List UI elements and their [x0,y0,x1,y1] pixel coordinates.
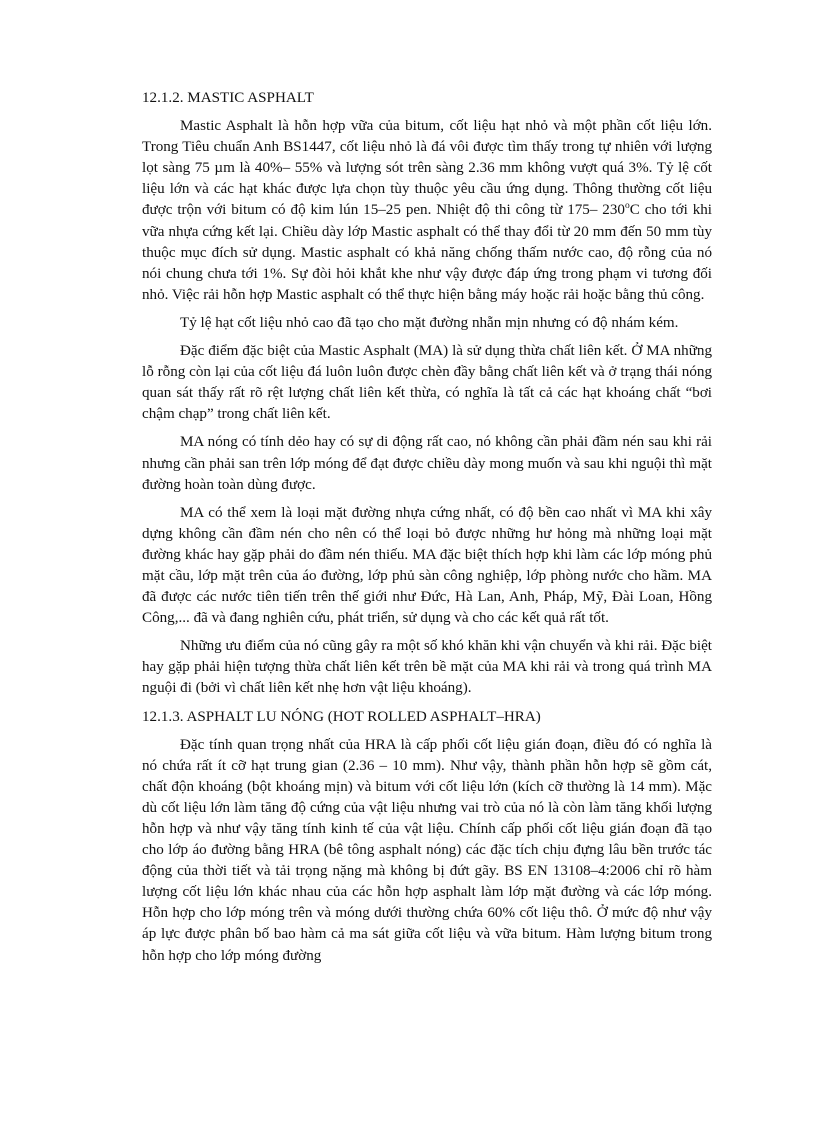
paragraph-text: Mastic Asphalt là hỗn hợp vữa của bitum, cốt liệu hạt nhỏ và một phần cốt liệu lớn. Trong Tiêu chuẩn Anh BS1447, cốt liệu nhỏ là đá vôi được tìm thấy trong tự nhiên với lượng lọt sàng 75 µm là 40%– 55% và lượng sót trên sàng 2.36 mm không vượt quá 3%. Tỷ lệ cốt liệu lớn và các hạt khác được lựa chọn tùy thuộc yêu cầu ứng dụng. Thông thường cốt liệu được trộn với bitum có độ kim lún 15–25 pen. Nhiệt độ thi công từ 175– 230 [142,118,712,219]
paragraph-binder-excess: Đặc điểm đặc biệt của Mastic Asphalt (MA) là sử dụng thừa chất liên kết. Ở MA những lỗ rỗng còn lại của cốt liệu đá luôn luôn được chèn đầy bằng chất liên kết và ở trạng thái nóng quan sát thấy rất rõ rệt lượng chất liên kết thừa, có nghĩa là tất cả các hạt khoáng chất “bơi chậm chạp” trong chất liên kết. [142,343,712,423]
paragraph-ma-drawbacks: Những ưu điểm của nó cũng gây ra một số khó khăn khi vận chuyển và khi rải. Đặc biệt hay gặp phải hiện tượng thừa chất liên kết trên bề mặt của MA khi rải và trong quá trình MA nguội đi (bởi vì chất liên kết nhẹ hơn vật liệu khoáng). [142,638,712,697]
paragraph-ma-durability: MA có thể xem là loại mặt đường nhựa cứng nhất, có độ bền cao nhất vì MA khi xây dựng không cần đầm nén cho nên có thể loại bỏ được những hư hỏng mà những loại mặt đường khác hay gặp phải do đầm nén thiếu. MA đặc biệt thích hợp khi làm các lớp móng phủ mặt cầu, lớp mặt trên của áo đường, lớp phủ sàn công nghiệp, lớp phòng nước cho hầm. MA đã được các nước tiên tiến trên thế giới như Đức, Hà Lan, Anh, Pháp, Mỹ, Đài Loan, Hồng Công,... đã và đang nghiên cứu, phát triển, sử dụng và cho các kết quả rất tốt. [142,504,712,627]
section-heading-mastic-asphalt: 12.1.2. MASTIC ASPHALT [142,90,314,106]
paragraph-hra-gradation: Đặc tính quan trọng nhất của HRA là cấp phối cốt liệu gián đoạn, điều đó có nghĩa là nó chứa rất ít cỡ hạt trung gian (2.36 – 10 mm). Như vậy, thành phần hỗn hợp sẽ gồm cát, chất độn khoáng (bột khoáng mịn) và bitum với cốt liệu lớn (kích cỡ thường là 14 mm). Mặc dù cốt liệu lớn làm tăng độ cứng của vật liệu nhưng vai trò của nó là còn làm tăng khối lượng hỗn hợp và như vậy tăng tính kinh tế của vật liệu. Chính cấp phối cốt liệu gián đoạn đã tạo cho lớp áo đường bằng HRA (bê tông asphalt nóng) các đặc tích chịu đựng lâu bền trước tác động của thời tiết và tải trọng nặng mà không bị đứt gãy. BS EN 13108–4:2006 chỉ rõ hàm lượng cốt liệu lớn khác nhau của các hỗn hợp asphalt làm lớp mặt đường và các lớp móng. Hỗn hợp cho lớp móng trên và móng dưới thường chứa 60% cốt liệu thô. Ở mức độ như vậy áp lực được phân bố bao hàm cả ma sát giữa cốt liệu và vữa bitum. Hàm lượng bitum trong hỗn hợp cho lớp móng đường [142,736,712,964]
paragraph-text: C cho tới khi vữa nhựa cứng kết lại. Chiều dày lớp Mastic asphalt có thể thay đổi từ 20 mm đến 50 mm tùy thuộc mục đích sử dụng. Mastic asphalt có khả năng chống thấm nước cao, độ rỗng của nó nói chung chưa tới 1%. Sự đòi hỏi khắt khe như vậy được đáp ứng trong phạm vi tương đối nhỏ. Việc rải hỗn hợp Mastic asphalt có thể thực hiện bằng máy hoặc rải hoặc bằng thủ công. [142,202,712,303]
section-heading-hot-rolled-asphalt: 12.1.3. ASPHALT LU NÓNG (HOT ROLLED ASPHALT–HRA) [142,708,541,725]
paragraph-hot-ma-plasticity: MA nóng có tính dẻo hay có sự di động rất cao, nó không cần phải đầm nén sau khi rải nhưng cần phải san trên lớp móng để đạt được chiều dày mong muốn và sau khi nguội thì mặt đường hoàn toàn dùng được. [142,434,712,493]
degree-superscript: o [624,201,630,212]
paragraph-fine-aggregate: Tỷ lệ hạt cốt liệu nhỏ cao đã tạo cho mặt đường nhẵn mịn nhưng có độ nhám kém. [180,314,679,331]
paragraph-mastic-definition [142,116,712,306]
document-page [142,88,712,974]
